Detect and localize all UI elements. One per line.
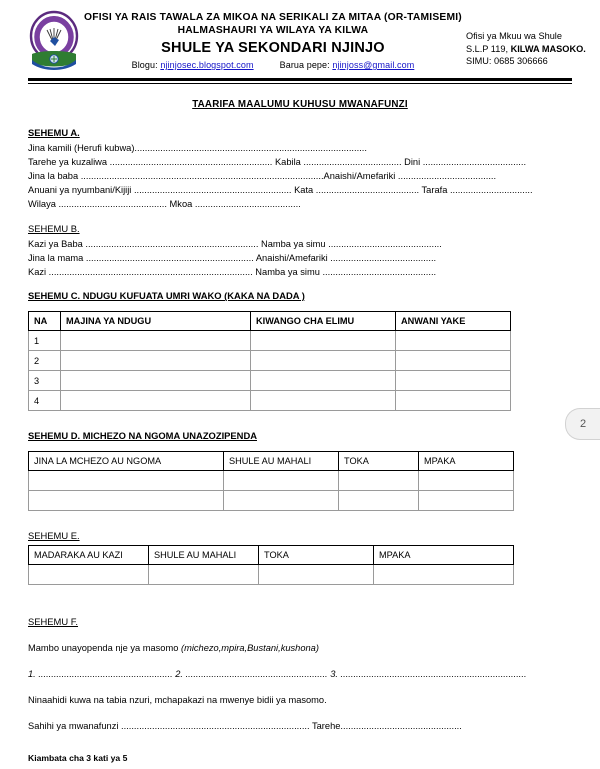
cell-name[interactable] (61, 351, 251, 371)
page-title: TAARIFA MAALUMU KUHUSU MWANAFUNZI (192, 98, 408, 110)
field-line-a-1: Jina kamili (Herufi kubwa).......................................................................................... (28, 142, 367, 153)
field-line-b-1: Kazi ya Baba ................................................................... Namba ya simu ............................................ (28, 238, 442, 249)
email-label: Barua pepe: (279, 60, 330, 70)
cell-name[interactable] (61, 391, 251, 411)
field-line-a-4: Anuani ya nyumbani/Kijiji ............................................................. Kata ........................................ Tarafa ................................ (28, 185, 533, 196)
responsibilities-table (28, 545, 514, 585)
cell-index: 3 (29, 371, 61, 391)
header-rule-thin (28, 83, 572, 84)
col-header-to: MPAKA (419, 452, 514, 471)
blog-entry (132, 59, 254, 72)
section-heading-f: SEHEMU F. (28, 616, 79, 628)
postal-line (466, 43, 600, 56)
cell-index: 4 (29, 391, 61, 411)
section-heading-e: SEHEMU E. (28, 530, 80, 542)
col-header-na: NA (29, 312, 61, 331)
table-row (29, 491, 514, 511)
cell-education[interactable] (251, 371, 396, 391)
table-row (29, 471, 514, 491)
col-header-place: SHULE AU MAHALI (149, 546, 259, 565)
col-header-education: KIWANGO CHA ELIMU (251, 312, 396, 331)
cell-to[interactable] (419, 471, 514, 491)
field-line-b-2: Jina la mama ................................................................. Anaishi/Amefariki ......................................... (28, 252, 437, 263)
table-header-row (29, 452, 514, 471)
hobbies-prompt-text: Mambo unayopenda nje ya masomo (28, 643, 179, 654)
table-row (29, 331, 511, 351)
col-header-from: TOKA (259, 546, 374, 565)
table-row (29, 371, 511, 391)
col-header-names: MAJINA YA NDUGU (61, 312, 251, 331)
field-line-a-2: Tarehe ya kuzaliwa ............................................................... Kabila ...................................... Dini ........................................ (28, 156, 527, 167)
cell-activity[interactable] (29, 471, 224, 491)
attachment-note: Kiambata cha 3 kati ya 5 (28, 753, 128, 764)
document-body (0, 98, 600, 766)
cell-name[interactable] (61, 371, 251, 391)
table-row (29, 565, 514, 585)
cell-education[interactable] (251, 351, 396, 371)
cell-to[interactable] (374, 565, 514, 585)
school-name: SHULE YA SEKONDARI NJINJO (161, 40, 385, 56)
cell-place[interactable] (224, 471, 339, 491)
field-line-a-3: Jina la baba ..............................................................................................Anaishi/Amefariki ...................................... (28, 170, 497, 181)
cell-place[interactable] (149, 565, 259, 585)
section-heading-b: SEHEMU B. (28, 222, 80, 234)
table-row (29, 351, 511, 371)
postal-town: KILWA MASOKO. (510, 43, 586, 54)
table-header-row (29, 546, 514, 565)
cell-education[interactable] (251, 391, 396, 411)
section-heading-a: SEHEMU A. (28, 126, 80, 138)
page-number-indicator[interactable] (565, 408, 600, 440)
hobbies-prompt (28, 641, 572, 655)
ministry-line: OFISI YA RAIS TAWALA ZA MIKOA NA SERIKALI ZA MITAA (OR-TAMISEMI) (84, 12, 462, 23)
col-header-address: ANWANI YAKE (396, 312, 511, 331)
cell-address[interactable] (396, 391, 511, 411)
cell-index: 1 (29, 331, 61, 351)
office-address-block (462, 8, 600, 68)
cell-responsibility[interactable] (29, 565, 149, 585)
signature-line[interactable]: Sahihi ya mwanafunzi ......................................................................... Tarehe............................................... (28, 721, 462, 732)
cell-address[interactable] (396, 331, 511, 351)
cell-place[interactable] (224, 491, 339, 511)
school-crest-icon (28, 10, 80, 72)
pledge-text: Ninaahidi kuwa na tabia nzuri, mchapakazi na mwenye bidii ya masomo. (28, 695, 327, 706)
blog-link[interactable]: njinjosec.blogspot.com (160, 60, 254, 70)
cell-from[interactable] (339, 471, 419, 491)
contact-row (84, 59, 462, 72)
col-header-place: SHULE AU MAHALI (224, 452, 339, 471)
col-header-activity: JINA LA MCHEZO AU NGOMA (29, 452, 224, 471)
hobbies-answer-line[interactable]: 1. .................................................... 2. ....................................................... 3. ........................................................................ (28, 669, 527, 680)
table-row (29, 391, 511, 411)
sports-table (28, 451, 514, 511)
cell-index: 2 (29, 351, 61, 371)
col-header-to: MPAKA (374, 546, 514, 565)
phone-line: SIMU: 0685 306666 (465, 56, 548, 67)
page-number-value: 2 (579, 418, 587, 430)
letterhead (0, 0, 600, 77)
cell-address[interactable] (396, 351, 511, 371)
email-link[interactable]: njinjoss@gmail.com (332, 60, 415, 70)
header-rule-thick (28, 78, 572, 81)
section-heading-d: SEHEMU D. MICHEZO NA NGOMA UNAZOZIPENDA (28, 430, 257, 442)
cell-from[interactable] (339, 491, 419, 511)
office-line: Ofisi ya Mkuu wa Shule (465, 31, 562, 41)
field-line-a-5: Wilaya .......................................... Mkoa ......................................... (28, 199, 301, 210)
siblings-table (28, 311, 511, 411)
cell-activity[interactable] (29, 491, 224, 511)
blog-label: Blogu: (131, 60, 158, 70)
table-header-row (29, 312, 511, 331)
logo-container (28, 10, 84, 77)
cell-address[interactable] (396, 371, 511, 391)
header-titles (84, 8, 462, 72)
hobbies-examples: (michezo,mpira,Bustani,kushona) (180, 643, 319, 654)
field-line-b-3: Kazi ............................................................................... Namba ya simu ............................................ (28, 266, 437, 277)
cell-from[interactable] (259, 565, 374, 585)
email-entry (280, 59, 415, 72)
cell-name[interactable] (61, 331, 251, 351)
postal-box: S.L.P 119, (465, 43, 509, 54)
cell-education[interactable] (251, 331, 396, 351)
section-heading-c: SEHEMU C. NDUGU KUFUATA UMRI WAKO (KAKA NA DADA ) (28, 290, 305, 302)
col-header-from: TOKA (339, 452, 419, 471)
council-line: HALMASHAURI YA WILAYA YA KILWA (177, 25, 369, 36)
cell-to[interactable] (419, 491, 514, 511)
col-header-responsibility: MADARAKA AU KAZI (29, 546, 149, 565)
